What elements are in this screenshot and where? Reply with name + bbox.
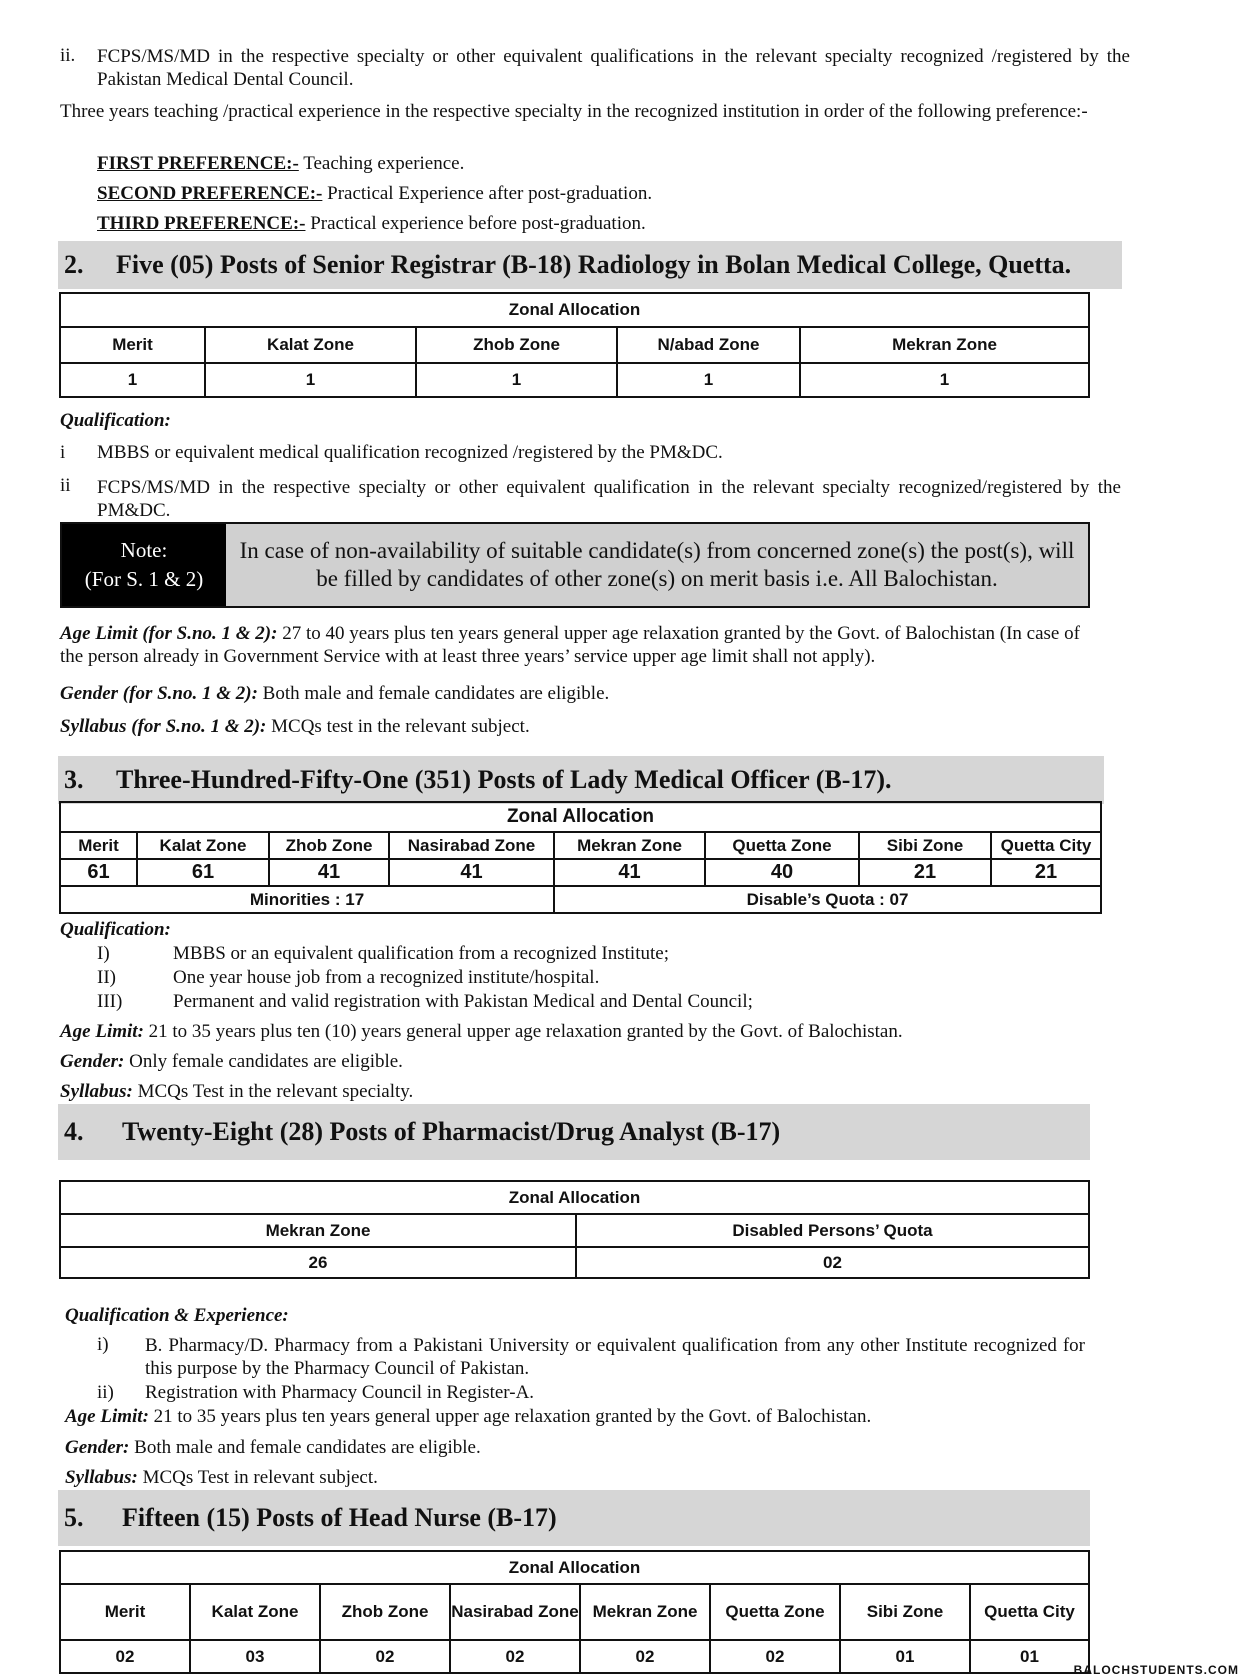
syllabus [60, 1081, 413, 1103]
section-heading [58, 1104, 1090, 1160]
note-sub: (For S. 1 & 2) [84, 567, 204, 591]
item-number: I) [97, 943, 110, 964]
table-cell: 03 [190, 1640, 320, 1673]
table-header: Zhob Zone [320, 1584, 450, 1640]
minorities-quota: Minorities : 17 [60, 886, 554, 913]
item-number: ii. [60, 45, 76, 66]
table-cell: 21 [859, 859, 991, 886]
preference-second [97, 183, 652, 205]
table-cell: 01 [970, 1640, 1089, 1673]
table-header: Zhob Zone [269, 832, 389, 859]
qualification-item: Registration with Pharmacy Council in Register-A. [145, 1382, 535, 1403]
table-cell: 21 [991, 859, 1101, 886]
syllabus-text: MCQs Test in the relevant specialty. [132, 1081, 414, 1102]
zonal-allocation-table [59, 292, 1090, 398]
table-header: Disabled Persons’ Quota [576, 1214, 1089, 1247]
section-title: Twenty-Eight (28) Posts of Pharmacist/Drug Analyst (B-17) [122, 1117, 781, 1146]
disable-quota: Disable’s Quota : 07 [554, 886, 1101, 913]
table-cell: 02 [60, 1640, 190, 1673]
age-limit-text: 27 to 40 years plus ten years general upper age relaxation granted by the Govt. of Balochistan (In case of the person already in Government Service with at least three years’ service upper age limit shall not apply). [60, 623, 1080, 667]
zonal-allocation-table [59, 1180, 1090, 1279]
table-header: Kalat Zone [190, 1584, 320, 1640]
age-limit-text: 21 to 35 years plus ten (10) years general upper age relaxation granted by the Govt. of Balochistan. [143, 1021, 903, 1042]
table-header: Mekran Zone [60, 1214, 576, 1247]
gender [60, 1051, 403, 1073]
table-header: Kalat Zone [205, 327, 416, 363]
item-number: i) [97, 1334, 109, 1355]
table-cell: 1 [800, 363, 1089, 397]
gender-label: Gender: [65, 1437, 130, 1458]
table-caption: Zonal Allocation [60, 1551, 1089, 1584]
table-cell: 41 [269, 859, 389, 886]
age-limit-text: 21 to 35 years plus ten years general upper age relaxation granted by the Govt. of Balochistan. [148, 1406, 872, 1427]
preference-third [97, 213, 646, 235]
gender-label: Gender (for S.no. 1 & 2): [60, 683, 258, 704]
qualification-label: Qualification & Experience: [65, 1305, 289, 1326]
qualification-item: MBBS or equivalent medical qualification recognized /registered by the PM&DC. [97, 442, 723, 463]
gender-text: Both male and female candidates are eligible. [129, 1437, 481, 1458]
qualification-item: One year house job from a recognized institute/hospital. [173, 967, 600, 988]
table-cell: 1 [617, 363, 800, 397]
age-limit-label: Age Limit: [65, 1406, 149, 1427]
age-limit [65, 1406, 871, 1428]
section-title: Fifteen (15) Posts of Head Nurse (B-17) [122, 1503, 557, 1532]
table-cell: 02 [576, 1247, 1089, 1278]
note-box [60, 522, 1090, 608]
table-header: Quetta City [991, 832, 1101, 859]
zonal-allocation-table [59, 1550, 1090, 1674]
zonal-allocation-table [59, 801, 1102, 914]
preference-text: Practical experience before post-graduation. [305, 213, 646, 234]
preference-text: Teaching experience. [298, 153, 465, 174]
table-header: N/abad Zone [617, 327, 800, 363]
table-header: Mekran Zone [554, 832, 705, 859]
note-label-box [62, 524, 226, 606]
footer-watermark: BALOCHSTUDENTS.COM [1073, 1663, 1239, 1677]
syllabus [60, 716, 530, 738]
qualification-item: FCPS/MS/MD in the respective specialty or other equivalent qualification in the relevant specialty recognized/registered by the PM&DC. [97, 477, 1121, 521]
table-cell: 02 [580, 1640, 710, 1673]
preference-first [97, 153, 464, 175]
section-heading [58, 1490, 1090, 1546]
table-header: Nasirabad Zone [389, 832, 554, 859]
table-cell: 02 [320, 1640, 450, 1673]
section-number: 2. [64, 250, 84, 279]
table-header: Mekran Zone [580, 1584, 710, 1640]
qualification-label: Qualification: [60, 919, 171, 940]
item-number: II) [97, 967, 116, 988]
preference-label: THIRD PREFERENCE:- [97, 213, 306, 234]
gender-text: Both male and female candidates are eligible. [257, 683, 610, 704]
syllabus-text: MCQs test in the relevant subject. [266, 716, 530, 737]
gender [65, 1437, 481, 1459]
age-limit [60, 1021, 903, 1043]
table-caption: Zonal Allocation [60, 1181, 1089, 1214]
table-header: Mekran Zone [800, 327, 1089, 363]
table-cell: 02 [710, 1640, 840, 1673]
gender-text: Only female candidates are eligible. [124, 1051, 403, 1072]
gender-label: Gender: [60, 1051, 125, 1072]
age-limit-label: Age Limit (for S.no. 1 & 2): [60, 623, 278, 644]
gender [60, 683, 609, 705]
table-cell: 41 [389, 859, 554, 886]
section-number: 5. [64, 1503, 84, 1532]
note-label: Note: [120, 538, 168, 562]
age-limit-label: Age Limit: [60, 1021, 144, 1042]
qualification-item: MBBS or an equivalent qualification from a recognized Institute; [173, 943, 669, 964]
table-caption: Zonal Allocation [60, 293, 1089, 327]
table-caption: Zonal Allocation [60, 802, 1101, 832]
table-cell: 1 [60, 363, 205, 397]
item-number: ii) [97, 1382, 114, 1403]
age-limit [60, 622, 1100, 668]
syllabus-text: MCQs Test in relevant subject. [137, 1467, 378, 1488]
table-cell: 41 [554, 859, 705, 886]
table-header: Merit [60, 832, 137, 859]
section-number: 4. [64, 1117, 84, 1146]
table-cell: 1 [205, 363, 416, 397]
preference-label: FIRST PREFERENCE:- [97, 153, 299, 174]
table-cell: 01 [840, 1640, 970, 1673]
table-header: Nasirabad Zone [450, 1584, 580, 1640]
section-title: Three-Hundred-Fifty-One (351) Posts of Lady Medical Officer (B-17). [116, 765, 892, 794]
note-text: In case of non-availability of suitable candidate(s) from concerned zone(s) the post(s), will be filled by candidates of other zone(s) on merit basis i.e. All Balochistan. [226, 524, 1088, 606]
syllabus [65, 1467, 378, 1489]
qualification-item: FCPS/MS/MD in the respective specialty or other equivalent qualifications in the relevant specialty recognized /registered by the Pakistan Medical Dental Council. [97, 46, 1130, 90]
table-header: Merit [60, 1584, 190, 1640]
section-number: 3. [64, 765, 84, 794]
experience-text: Three years teaching /practical experience in the respective specialty in the recognized institution in order of the following preference:- [60, 101, 1088, 122]
table-cell: 1 [416, 363, 617, 397]
preference-label: SECOND PREFERENCE:- [97, 183, 323, 204]
table-header: Sibi Zone [840, 1584, 970, 1640]
table-header: Quetta City [970, 1584, 1089, 1640]
syllabus-label: Syllabus (for S.no. 1 & 2): [60, 716, 267, 737]
table-header: Quetta Zone [710, 1584, 840, 1640]
syllabus-label: Syllabus: [60, 1081, 133, 1102]
table-header: Quetta Zone [705, 832, 859, 859]
item-number: i [60, 442, 66, 463]
table-cell: 02 [450, 1640, 580, 1673]
section-heading [58, 241, 1122, 289]
table-cell: 26 [60, 1247, 576, 1278]
table-cell: 61 [60, 859, 137, 886]
qualification-item: Permanent and valid registration with Pakistan Medical and Dental Council; [173, 991, 753, 1012]
table-header: Kalat Zone [137, 832, 269, 859]
section-heading [58, 756, 1104, 804]
table-cell: 61 [137, 859, 269, 886]
table-header: Sibi Zone [859, 832, 991, 859]
table-header: Merit [60, 327, 205, 363]
item-number: ii [60, 475, 71, 496]
syllabus-label: Syllabus: [65, 1467, 138, 1488]
table-cell: 40 [705, 859, 859, 886]
section-title: Five (05) Posts of Senior Registrar (B-18) Radiology in Bolan Medical College, Quetta. [116, 250, 1072, 279]
preference-text: Practical Experience after post-graduation. [322, 183, 653, 204]
table-header: Zhob Zone [416, 327, 617, 363]
item-number: III) [97, 991, 123, 1012]
qualification-item: B. Pharmacy/D. Pharmacy from a Pakistani University or equivalent qualification from any other Institute recognized for this purpose by the Pharmacy Council of Pakistan. [145, 1335, 1085, 1379]
qualification-label: Qualification: [60, 410, 171, 431]
